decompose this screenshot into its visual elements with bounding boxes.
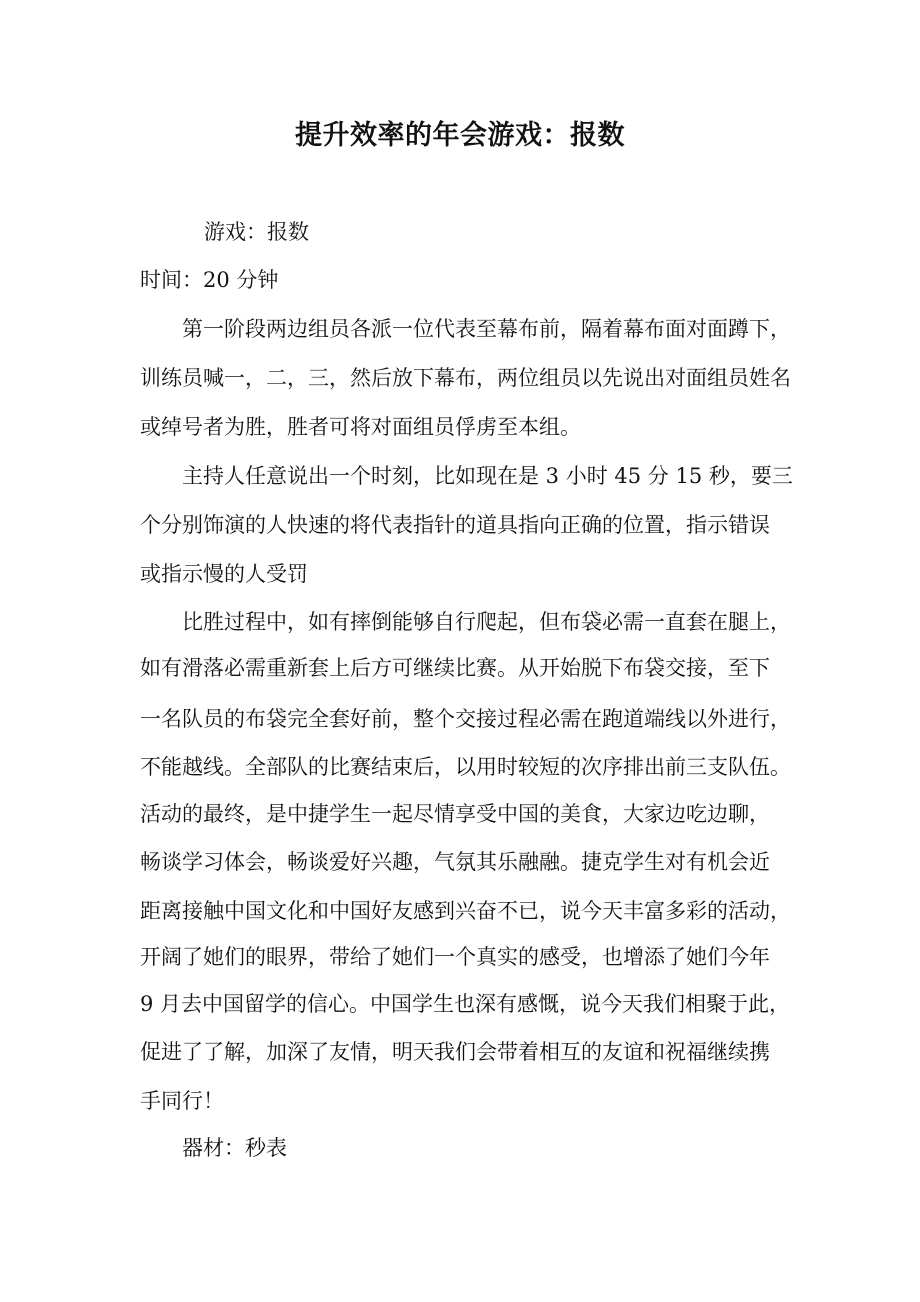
paragraph-2-line-1: 主持人任意说出一个时刻，比如现在是 3 小时 45 分 15 秒，要三	[182, 464, 793, 488]
paragraph-1-line-3: 或绰号者为胜，胜者可将对面组员俘虏至本组。	[140, 415, 581, 439]
paragraph-3-line-10: 促进了了解，加深了友情，明天我们会带着相互的友谊和祝福继续携	[140, 1040, 770, 1064]
paragraph-2-line-3: 或指示慢的人受罚	[140, 562, 308, 586]
paragraph-3-line-7: 距离接触中国文化和中国好友感到兴奋不已，说今天丰富多彩的活动，	[140, 899, 791, 923]
paragraph-3-line-5: 活动的最终，是中捷学生一起尽情享受中国的美食，大家边吃边聊，	[140, 802, 770, 826]
equipment-label: 器材：秒表	[182, 1136, 287, 1160]
paragraph-3-line-4: 不能越线。全部队的比赛结束后，以用时较短的次序排出前三支队伍。	[140, 755, 791, 779]
paragraph-3-line-9: 9 月去中国留学的信心。中国学生也深有感慨，说今天我们相聚于此，	[140, 992, 791, 1016]
paragraph-3-line-6: 畅谈学习体会，畅谈爱好兴趣，气氛其乐融融。捷克学生对有机会近	[140, 850, 770, 874]
paragraph-3-line-1: 比胜过程中，如有摔倒能够自行爬起，但布袋必需一直套在腿上，	[182, 610, 791, 634]
paragraph-1-line-2: 训练员喊一，二，三，然后放下幕布，两位组员以先说出对面组员姓名	[140, 366, 791, 390]
game-label: 游戏：报数	[204, 220, 309, 244]
paragraph-3-line-8: 开阔了她们的眼界，带给了她们一个真实的感受，也增添了她们今年	[140, 945, 770, 969]
paragraph-2-line-2: 个分别饰演的人快速的将代表指针的道具指向正确的位置，指示错误	[140, 513, 770, 537]
time-label: 时间：20 分钟	[140, 268, 279, 292]
paragraph-3-line-11: 手同行！	[140, 1089, 224, 1113]
paragraph-3-line-2: 如有滑落必需重新套上后方可继续比赛。从开始脱下布袋交接，至下	[140, 656, 770, 680]
paragraph-1-line-1: 第一阶段两边组员各派一位代表至幕布前，隔着幕布面对面蹲下，	[182, 317, 791, 341]
document-title: 提升效率的年会游戏：报数	[295, 120, 625, 151]
paragraph-3-line-3: 一名队员的布袋完全套好前，整个交接过程必需在跑道端线以外进行，	[140, 707, 791, 731]
